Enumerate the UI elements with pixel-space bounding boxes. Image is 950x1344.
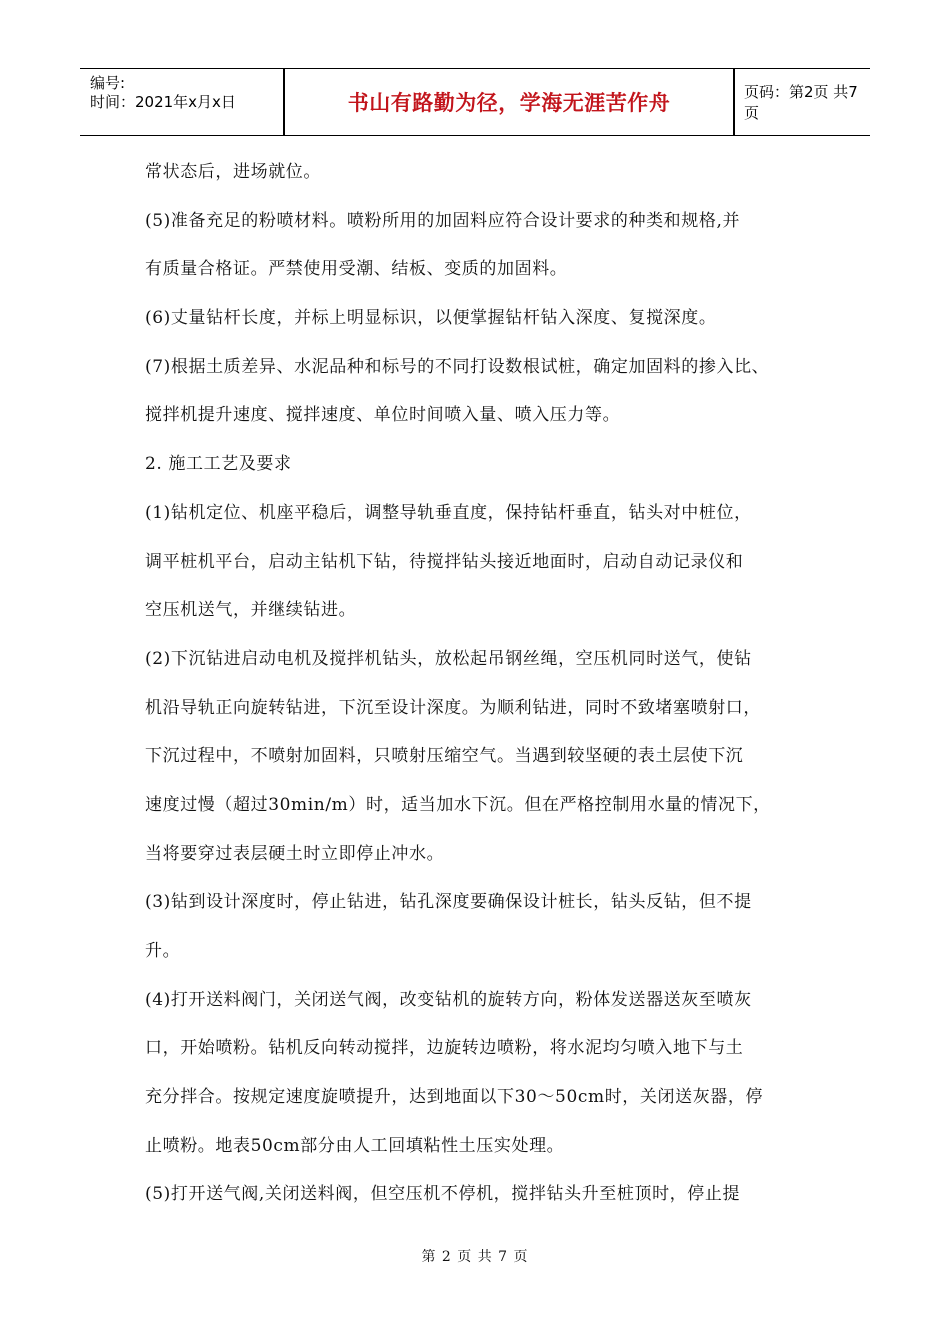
header-meta — [80, 69, 283, 135]
header-motto: 书山有路勤为径，学海无涯苦作舟 — [347, 91, 671, 115]
body-line: (2)下沉钻进启动电机及搅拌机钻头，放松起吊钢丝绳，空压机同时送气，使钻 — [145, 648, 752, 669]
document-header — [80, 68, 870, 136]
body-line: 升。 — [145, 941, 181, 961]
body-line: (1)钻机定位、机座平稳后，调整导轨垂直度，保持钻杆垂直，钻头对中桩位， — [145, 502, 752, 523]
body-line: (5)打开送气阀,关闭送料阀，但空压机不停机，搅拌钻头升至桩顶时，停止提 — [145, 1184, 741, 1205]
body-line: 充分拌合。按规定速度旋喷提升，达到地面以下30～50cm时，关闭送灰器，停 — [145, 1087, 764, 1108]
body-line: (3)钻到设计深度时，停止钻进，钻孔深度要确保设计桩长，钻头反钻，但不提 — [145, 892, 752, 913]
header-divider — [733, 69, 735, 135]
body-line: 机沿导轨正向旋转钻进，下沉至设计深度。为顺利钻进，同时不致堵塞喷射口， — [145, 697, 761, 718]
time-label: 时间：2021年x月x日 — [90, 93, 236, 111]
body-line: (6)丈量钻杆长度，并标上明显标识，以便掌握钻杆钻入深度、复搅深度。 — [145, 308, 717, 329]
section-heading: 2. 施工工艺及要求 — [145, 454, 292, 475]
body-line: 调平桩机平台，启动主钻机下钻，待搅拌钻头接近地面时，启动自动记录仪和 — [145, 551, 744, 572]
body-line: 下沉过程中，不喷射加固料，只喷射压缩空气。当遇到较坚硬的表土层使下沉 — [145, 746, 744, 767]
body-line: 止喷粉。地表50cm部分由人工回填粘性土压实处理。 — [145, 1135, 565, 1156]
document-body — [145, 155, 825, 1226]
body-line: 搅拌机提升速度、搅拌速度、单位时间喷入量、喷入压力等。 — [145, 405, 621, 426]
number-label: 编号: — [90, 74, 126, 92]
body-line: (5)准备充足的粉喷材料。喷粉所用的加固料应符合设计要求的种类和规格,并 — [145, 210, 741, 231]
header-page-info: 页码：第2页 共7页 — [744, 83, 858, 122]
body-line: 速度过慢（超过30min/m）时，适当加水下沉。但在严格控制用水量的情况下， — [145, 794, 771, 815]
body-line: 有质量合格证。严禁使用受潮、结板、变质的加固料。 — [145, 259, 568, 280]
body-line: 空压机送气，并继续钻进。 — [145, 600, 357, 621]
body-line: 当将要穿过表层硬土时立即停止冲水。 — [145, 843, 445, 864]
body-line: 常状态后，进场就位。 — [145, 162, 321, 182]
page-footer: 第 2 页 共 7 页 — [421, 1249, 529, 1265]
body-line: (7)根据土质差异、水泥品种和标号的不同打设数根试桩，确定加固料的掺入比、 — [145, 356, 770, 377]
body-line: (4)打开送料阀门，关闭送气阀，改变钻机的旋转方向，粉体发送器送灰至喷灰 — [145, 989, 752, 1010]
body-line: 口，开始喷粉。钻机反向转动搅拌，边旋转边喷粉，将水泥均匀喷入地下与土 — [145, 1038, 744, 1059]
